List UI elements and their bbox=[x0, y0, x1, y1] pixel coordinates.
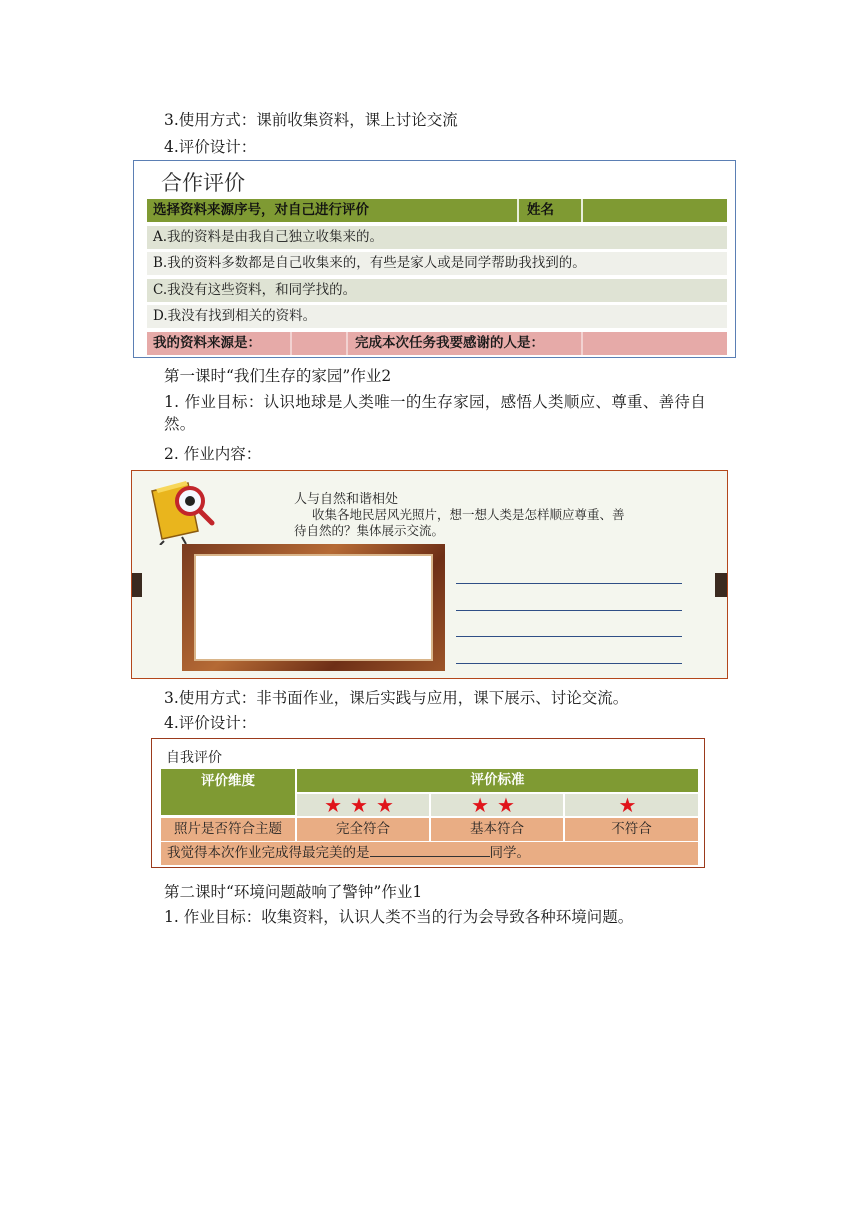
three-star-rating: ★★★ bbox=[297, 794, 429, 816]
self-title: 自我评价 bbox=[166, 750, 222, 766]
coop-header-name: 姓名 bbox=[527, 202, 554, 218]
self-evaluation-table bbox=[151, 738, 705, 868]
level-basic: 基本符合 bbox=[431, 818, 563, 841]
book-magnifier-icon bbox=[142, 477, 228, 545]
writing-line bbox=[456, 610, 682, 611]
lesson2-goal-line: 1. 作业目标：收集资料，认识人类不当的行为会导致各种环境问题。 bbox=[164, 908, 634, 926]
lesson1-assignment2-title: 第一课时“我们生存的家园”作业2 bbox=[164, 367, 392, 385]
coop-footer-left: 我的资料来源是： bbox=[153, 335, 261, 351]
right-tab-marker bbox=[715, 573, 727, 597]
divider bbox=[346, 332, 348, 355]
writing-line bbox=[456, 583, 682, 584]
evaluation-label-1: 4.评价设计： bbox=[164, 138, 257, 156]
footer-after: 同学。 bbox=[489, 845, 530, 861]
coop-title: 合作评价 bbox=[161, 171, 245, 195]
footer-before: 我觉得本次作业完成得最完美的是 bbox=[167, 845, 370, 861]
header-standard: 评价标准 bbox=[297, 769, 698, 792]
coop-option-c: C.我没有这些资料，和同学找的。 bbox=[147, 279, 727, 302]
writing-line bbox=[456, 663, 682, 664]
usage-line-1: 3.使用方式：课前收集资料，课上讨论交流 bbox=[164, 111, 458, 129]
coop-footer-right: 完成本次任务我要感谢的人是： bbox=[355, 335, 544, 351]
divider bbox=[581, 199, 583, 222]
divider bbox=[517, 199, 519, 222]
coop-footer-row bbox=[147, 332, 727, 355]
task-heading: 人与自然和谐相处 bbox=[294, 492, 399, 507]
coop-option-b: B.我的资料多数都是自己收集来的，有些是家人或是同学帮助我找到的。 bbox=[147, 252, 727, 275]
header-dimension: 评价维度 bbox=[161, 769, 295, 815]
photo-frame bbox=[182, 544, 445, 671]
self-footer bbox=[161, 842, 698, 865]
divider bbox=[290, 332, 292, 355]
task-text-line2: 待自然的？集体展示交流。 bbox=[294, 523, 445, 538]
task-text-line1: 收集各地民居风光照片，想一想人类是怎样顺应尊重、善 bbox=[312, 507, 625, 522]
assignment-content-label: 2. 作业内容： bbox=[164, 445, 262, 463]
writing-line bbox=[456, 636, 682, 637]
assignment-goal-paragraph: 1. 作业目标：认识地球是人类唯一的生存家园，感悟人类顺应、尊重、善待自然。 bbox=[164, 393, 707, 433]
usage-line-2: 3.使用方式：非书面作业，课后实践与应用，课下展示、讨论交流。 bbox=[164, 689, 629, 707]
level-none: 不符合 bbox=[565, 818, 698, 841]
coop-header-row bbox=[147, 199, 727, 222]
two-star-rating: ★★ bbox=[431, 794, 563, 816]
one-star-rating: ★ bbox=[565, 794, 698, 816]
divider bbox=[581, 332, 583, 355]
coop-header-left: 选择资料来源序号，对自己进行评价 bbox=[153, 202, 369, 218]
lesson2-assignment1-title: 第二课时“环境问题敲响了警钟”作业1 bbox=[164, 883, 423, 901]
level-full: 完全符合 bbox=[297, 818, 429, 841]
fill-blank[interactable] bbox=[370, 842, 490, 857]
cooperative-evaluation-table bbox=[133, 160, 736, 358]
coop-option-a: A.我的资料是由我自己独立收集来的。 bbox=[147, 226, 727, 249]
row-label: 照片是否符合主题 bbox=[161, 818, 295, 841]
coop-option-d: D.我没有找到相关的资料。 bbox=[147, 305, 727, 328]
evaluation-label-2: 4.评价设计： bbox=[164, 714, 257, 732]
left-tab-marker bbox=[132, 573, 142, 597]
task-illustration bbox=[131, 470, 728, 679]
photo-placeholder bbox=[194, 554, 433, 661]
